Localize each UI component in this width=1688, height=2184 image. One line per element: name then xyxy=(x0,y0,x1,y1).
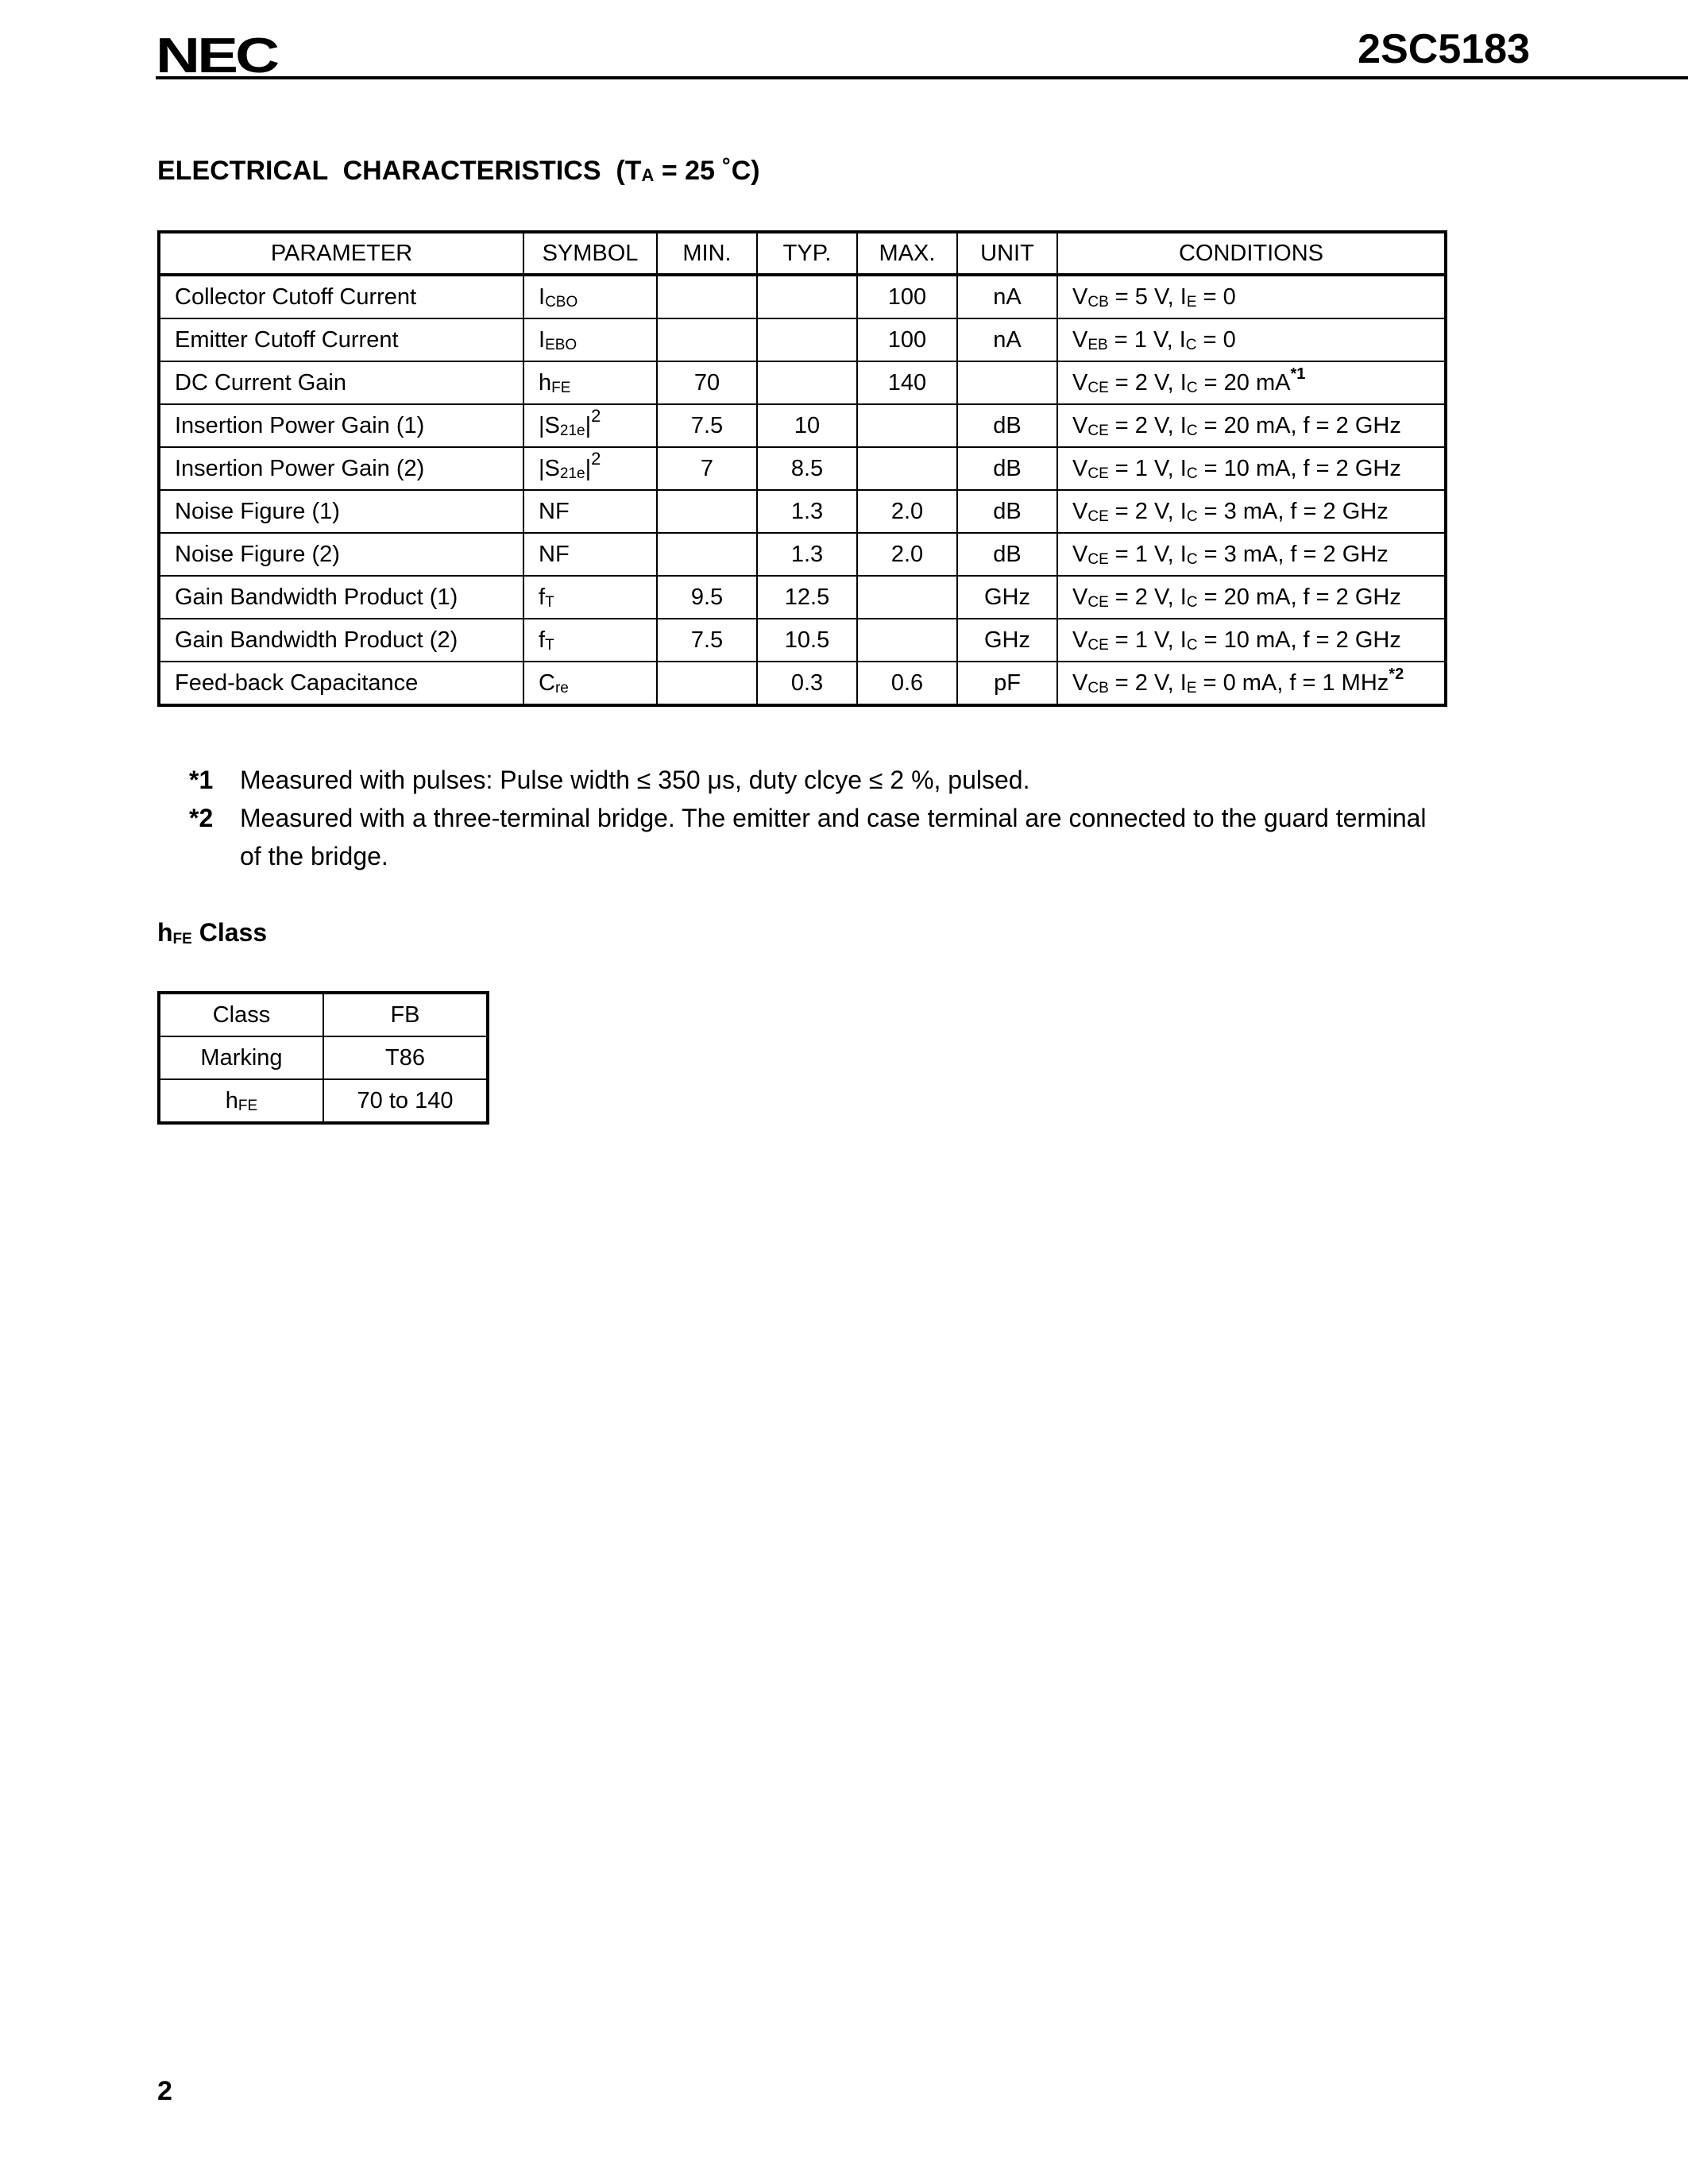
typ-cell: 12.5 xyxy=(757,576,857,619)
hfe-title-main: h xyxy=(157,918,173,947)
symbol-main: I xyxy=(539,326,546,353)
column-header: MIN. xyxy=(657,232,757,275)
max-cell: 100 xyxy=(857,318,957,361)
typ-cell: 10 xyxy=(757,404,857,447)
max-cell: 2.0 xyxy=(857,490,957,533)
conditions-cell: VCB = 5 V, IE = 0 xyxy=(1057,275,1446,318)
typ-cell xyxy=(757,318,857,361)
typ-cell: 1.3 xyxy=(757,533,857,576)
hfe-key xyxy=(159,1036,323,1079)
typ-cell xyxy=(757,361,857,404)
hfe-title-tail: Class xyxy=(191,918,268,947)
conditions-cell: VCE = 1 V, IC = 3 mA, f = 2 GHz xyxy=(1057,533,1446,576)
conditions-cell: VCE = 2 V, IC = 20 mA, f = 2 GHz xyxy=(1057,404,1446,447)
table-row xyxy=(159,662,1446,705)
unit-cell: nA xyxy=(957,275,1057,318)
hfe-class-table xyxy=(157,991,489,1125)
section-title-subscript: A xyxy=(641,165,655,185)
table-row xyxy=(159,447,1446,490)
min-cell: 7.5 xyxy=(657,404,757,447)
hfe-value: 70 to 140 xyxy=(323,1079,488,1123)
page-number: 2 xyxy=(157,2076,172,2106)
min-cell: 70 xyxy=(657,361,757,404)
min-cell: 7 xyxy=(657,447,757,490)
footnotes xyxy=(189,761,1447,875)
section-title-tail: = 25 ˚C) xyxy=(654,156,760,186)
table-row xyxy=(159,619,1446,662)
footnote-mark: *1 xyxy=(189,766,214,794)
nec-logo: NEC xyxy=(156,29,277,83)
max-cell: 2.0 xyxy=(857,533,957,576)
symbol-cell xyxy=(523,662,657,705)
table-row xyxy=(159,361,1446,404)
hfe-key-text: h xyxy=(225,1087,238,1113)
symbol-subscript: FE xyxy=(551,379,571,396)
symbol-suffix: $|^2$ xyxy=(585,448,601,481)
footnote-text: Measured with pulses: Pulse width ≤ 350 μs, duty clcye ≤ 2 %, pulsed. xyxy=(240,766,1030,794)
hfe-value: FB xyxy=(323,993,488,1036)
min-cell: 7.5 xyxy=(657,619,757,662)
max-cell: 0.6 xyxy=(857,662,957,705)
unit-cell: nA xyxy=(957,318,1057,361)
parameter-cell: Insertion Power Gain (2) xyxy=(159,447,523,490)
table-row xyxy=(159,490,1446,533)
min-cell xyxy=(657,275,757,318)
hfe-row xyxy=(159,1079,488,1123)
table-row xyxy=(159,404,1446,447)
unit-cell: dB xyxy=(957,533,1057,576)
symbol-cell xyxy=(523,490,657,533)
symbol-cell xyxy=(523,275,657,318)
electrical-characteristics-table xyxy=(157,230,1447,707)
footnote-text: Measured with a three-terminal bridge. The emitter and case terminal are connected to the guard terminal of the bridge. xyxy=(240,804,1427,870)
min-cell xyxy=(657,533,757,576)
max-cell: 100 xyxy=(857,275,957,318)
column-header: PARAMETER xyxy=(159,232,523,275)
conditions-cell: VCE = 2 V, IC = 3 mA, f = 2 GHz xyxy=(1057,490,1446,533)
symbol-main: |S xyxy=(539,455,560,481)
max-cell xyxy=(857,447,957,490)
table-row xyxy=(159,275,1446,318)
column-header: CONDITIONS xyxy=(1057,232,1446,275)
typ-cell: 8.5 xyxy=(757,447,857,490)
symbol-cell xyxy=(523,576,657,619)
unit-cell: GHz xyxy=(957,576,1057,619)
conditions-cell: VCE = 2 V, IC = 20 $mA^{*1}$ xyxy=(1057,361,1446,404)
parameter-cell: DC Current Gain xyxy=(159,361,523,404)
section-title xyxy=(157,156,760,187)
conditions-cell: VCE = 1 V, IC = 10 mA, f = 2 GHz xyxy=(1057,619,1446,662)
max-cell xyxy=(857,619,957,662)
min-cell xyxy=(657,662,757,705)
max-cell xyxy=(857,404,957,447)
column-header: MAX. xyxy=(857,232,957,275)
symbol-cell xyxy=(523,361,657,404)
parameter-cell: Gain Bandwidth Product (2) xyxy=(159,619,523,662)
symbol-subscript: CBO xyxy=(545,293,578,311)
symbol-subscript: T xyxy=(545,593,554,611)
symbol-main: NF xyxy=(539,541,570,567)
parameter-cell: Noise Figure (1) xyxy=(159,490,523,533)
symbol-main: C xyxy=(539,669,555,696)
symbol-main: f xyxy=(539,584,546,610)
conditions-cell: VCB = 2 V, IE = 0 mA, f = 1 MHz$^{*2}$ xyxy=(1057,662,1446,705)
footnote xyxy=(189,799,1447,875)
parameter-cell: Collector Cutoff Current xyxy=(159,275,523,318)
table-row xyxy=(159,576,1446,619)
unit-cell: dB xyxy=(957,490,1057,533)
symbol-subscript: 21e xyxy=(559,422,585,439)
table-row xyxy=(159,533,1446,576)
footnote-mark: *2 xyxy=(189,804,214,832)
unit-cell: dB xyxy=(957,404,1057,447)
typ-cell: 10.5 xyxy=(757,619,857,662)
min-cell xyxy=(657,490,757,533)
max-cell xyxy=(857,576,957,619)
symbol-cell xyxy=(523,447,657,490)
hfe-row xyxy=(159,993,488,1036)
symbol-subscript: T xyxy=(545,636,554,654)
hfe-key-text: Marking xyxy=(200,1044,283,1071)
column-header: TYP. xyxy=(757,232,857,275)
parameter-cell: Noise Figure (2) xyxy=(159,533,523,576)
symbol-cell xyxy=(523,404,657,447)
unit-cell: dB xyxy=(957,447,1057,490)
typ-cell: 0.3 xyxy=(757,662,857,705)
hfe-row xyxy=(159,1036,488,1079)
min-cell: 9.5 xyxy=(657,576,757,619)
symbol-cell xyxy=(523,533,657,576)
part-number: 2SC5183 xyxy=(1358,26,1530,72)
header-rule xyxy=(156,76,1688,79)
max-cell: 140 xyxy=(857,361,957,404)
symbol-suffix: $|^2$ xyxy=(585,405,601,438)
hfe-class-title xyxy=(157,918,267,947)
column-header: SYMBOL xyxy=(523,232,657,275)
conditions-cell: VCE = 2 V, IC = 20 mA, f = 2 GHz xyxy=(1057,576,1446,619)
table-header-row xyxy=(159,232,1446,275)
symbol-main: I xyxy=(539,284,546,310)
symbol-main: h xyxy=(539,369,552,396)
table-row xyxy=(159,318,1446,361)
symbol-subscript: EBO xyxy=(545,336,577,353)
symbol-subscript: 21e xyxy=(559,465,585,482)
symbol-main: |S xyxy=(539,412,560,438)
footnote xyxy=(189,761,1447,799)
symbol-main: f xyxy=(539,627,546,653)
hfe-key-text: Class xyxy=(212,1001,271,1028)
table-body xyxy=(159,275,1446,705)
symbol-cell xyxy=(523,619,657,662)
unit-cell xyxy=(957,361,1057,404)
hfe-title-subscript: FE xyxy=(172,931,192,947)
parameter-cell: Gain Bandwidth Product (1) xyxy=(159,576,523,619)
conditions-cell: VEB = 1 V, IC = 0 xyxy=(1057,318,1446,361)
conditions-cell: VCE = 1 V, IC = 10 mA, f = 2 GHz xyxy=(1057,447,1446,490)
parameter-cell: Feed-back Capacitance xyxy=(159,662,523,705)
hfe-key-subscript: FE xyxy=(238,1097,258,1114)
section-title-text: ELECTRICAL CHARACTERISTICS (T xyxy=(157,156,642,186)
hfe-value: T86 xyxy=(323,1036,488,1079)
hfe-key xyxy=(159,993,323,1036)
column-header: UNIT xyxy=(957,232,1057,275)
typ-cell: 1.3 xyxy=(757,490,857,533)
typ-cell xyxy=(757,275,857,318)
parameter-cell: Insertion Power Gain (1) xyxy=(159,404,523,447)
min-cell xyxy=(657,318,757,361)
symbol-main: NF xyxy=(539,498,570,524)
symbol-cell xyxy=(523,318,657,361)
hfe-key xyxy=(159,1079,323,1123)
unit-cell: GHz xyxy=(957,619,1057,662)
unit-cell: pF xyxy=(957,662,1057,705)
parameter-cell: Emitter Cutoff Current xyxy=(159,318,523,361)
symbol-subscript: re xyxy=(554,679,569,696)
